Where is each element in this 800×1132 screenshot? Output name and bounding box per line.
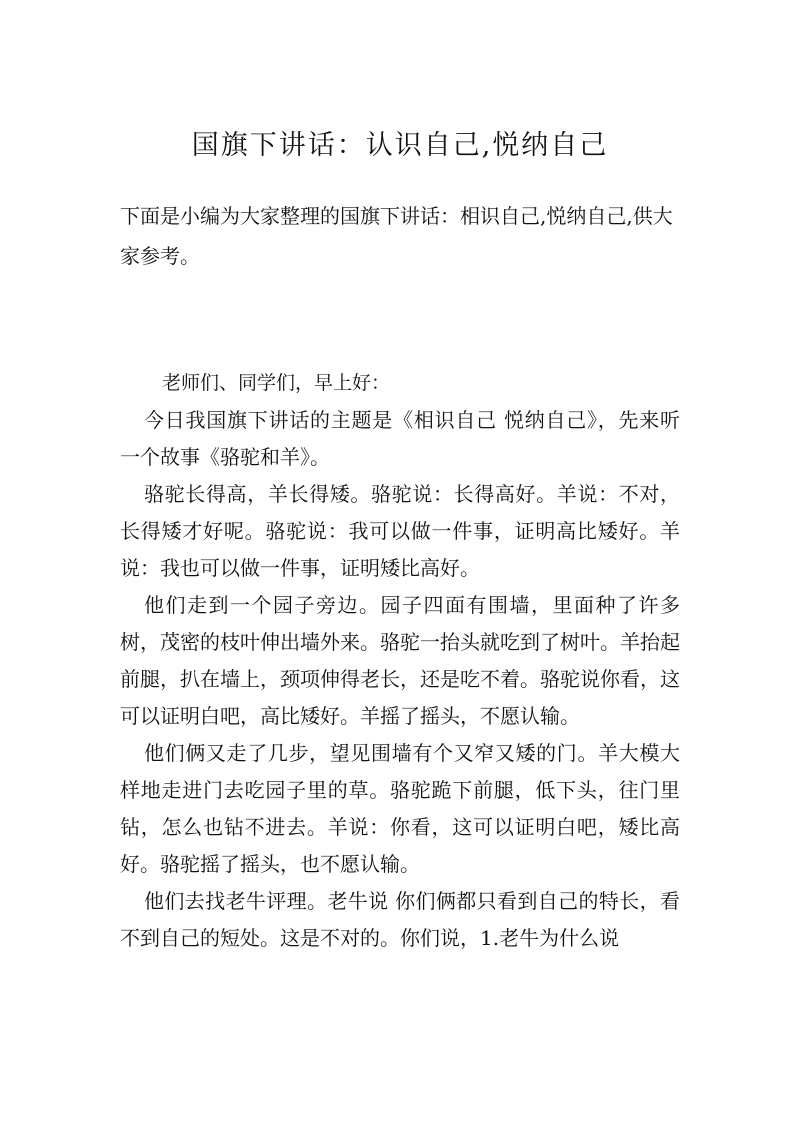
paragraph-narrow-door: 他们俩又走了几步，望见围墙有个又窄又矮的门。羊大模大样地走进门去吃园子里的草。骆驼跪下前腿，低下头，往门里钻，怎么也钻不进去。羊说：你看，这可以证明白吧，矮比高好。骆驼摇了摇头，也不愿认输。 [120, 741, 680, 876]
greeting-line: 老师们、同学们，早上好： [162, 372, 391, 394]
paragraph-garden-wall: 他们走到一个园子旁边。园子四面有围墙，里面种了许多树，茂密的枝叶伸出墙外来。骆驼一抬头就吃到了树叶。羊抬起前腿，扒在墙上，颈项伸得老长，还是吃不着。骆驼说你看，这可以证明白吧，高比矮好。羊摇了摇头，不愿认输。 [120, 593, 680, 728]
paragraph-theme: 今日我国旗下讲话的主题是《相识自己 悦纳自己》，先来听一个故事《骆驼和羊》。 [120, 408, 680, 469]
intro-paragraph: 下面是小编为大家整理的国旗下讲话：相识自己,悦纳自己,供大家参考。 [120, 204, 673, 268]
paragraph-camel-sheep-debate: 骆驼长得高，羊长得矮。骆驼说：长得高好。羊说：不对，长得矮才好呢。骆驼说：我可以做一件事，证明高比矮好。羊说：我也可以做一件事，证明矮比高好。 [120, 482, 680, 580]
document-title: 国旗下讲话：认识自己,悦纳自己 [191, 130, 609, 161]
paragraph-old-ox: 他们去找老牛评理。老牛说 你们俩都只看到自己的特长，看不到自己的短处。这是不对的。你们说，1.老牛为什么说 [120, 889, 680, 950]
speech-body [120, 402, 680, 957]
